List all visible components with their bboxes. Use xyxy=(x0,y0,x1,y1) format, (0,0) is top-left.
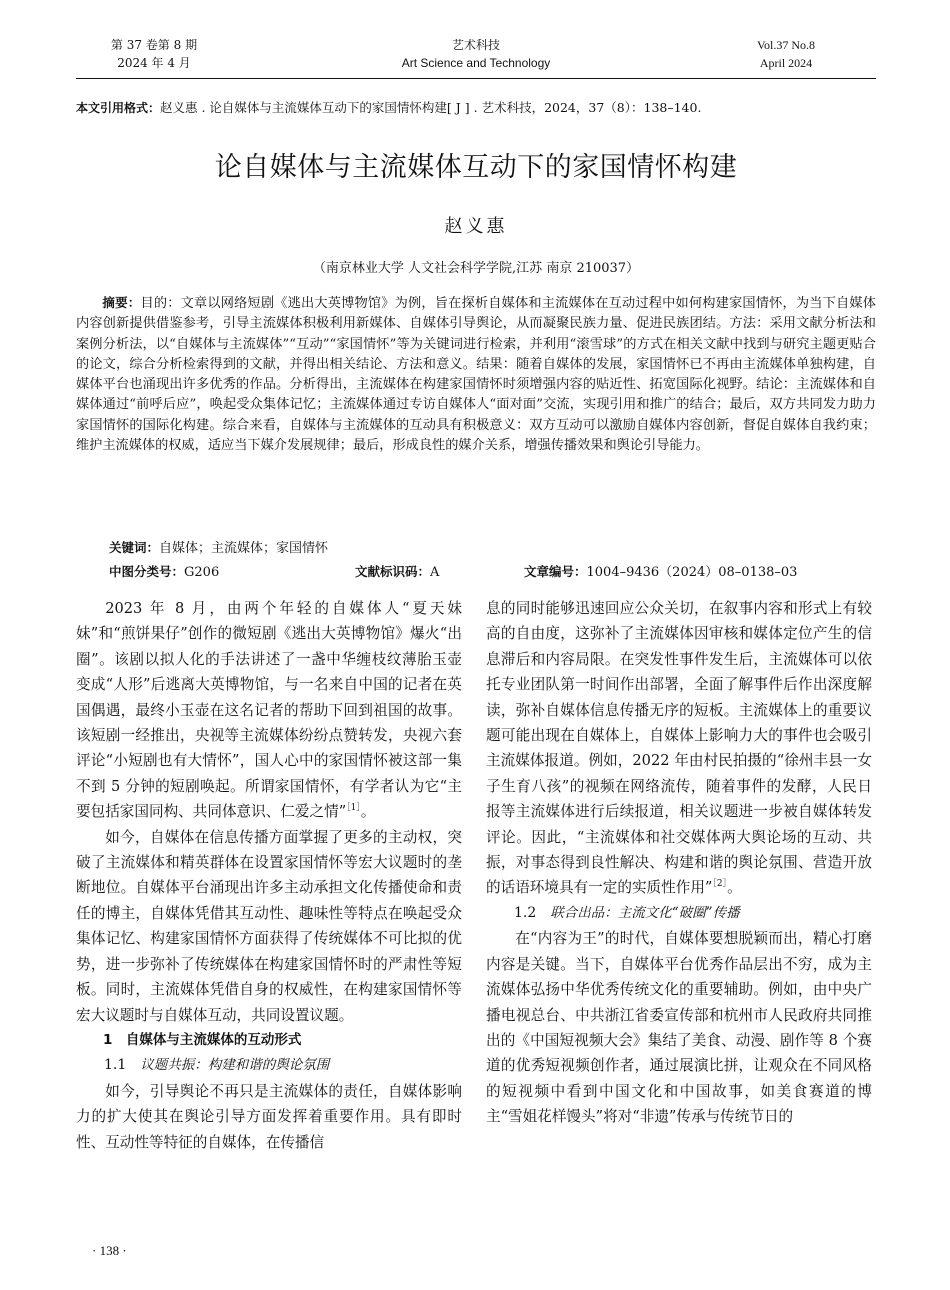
section-heading-1-1 xyxy=(76,1053,462,1078)
heading-number: 1.1 xyxy=(104,1057,141,1074)
citation-format xyxy=(76,99,876,117)
keywords xyxy=(109,538,328,559)
reference-marker: ［1］ xyxy=(346,803,361,814)
article-title: 论自媒体与主流媒体互动下的家国情怀构建 xyxy=(214,152,738,183)
date-en: April 2024 xyxy=(759,56,813,70)
body-paragraph: 如今，自媒体在信息传播方面掌握了更多的主动权，突破了主流媒体和精英群体在设置家国情怀等宏大议题时的垄断地位。自媒体平台涌现出许多主动承担文化传播使命和责任的博主，自媒体凭借其互动性、趣味性等特点在唤起受众集体记忆、构建家国情怀方面获得了传统媒体不可比拟的优势，进一步弥补了传统媒体在构建家国情怀时的严肃性等短板。同时，主流媒体凭借自身的权威性，在构建家国情怀等宏大议题时与自媒体互动，共同设置议题。 xyxy=(76,828,462,1024)
journal-name-en: Art Science and Technology xyxy=(401,56,551,70)
clc-number xyxy=(109,562,219,583)
running-header xyxy=(76,36,876,78)
heading-text: 联合出品：主流文化“破圈”传播 xyxy=(550,904,740,921)
paragraph-end: 。 xyxy=(360,803,376,821)
abstract-label: 摘要： xyxy=(102,295,141,310)
article-number-value: 1004–9436（2024）08–0138–03 xyxy=(586,565,798,580)
heading-number: 1.2 xyxy=(514,904,551,921)
article-number xyxy=(524,562,797,583)
reference-marker: ［2］ xyxy=(712,879,728,890)
paragraph-end: 。 xyxy=(727,879,742,897)
document-code xyxy=(355,562,439,583)
body-column-right xyxy=(486,596,872,1130)
paragraph-text: 2023 年 8 月，由两个年轻的自媒体人“夏天妹妹”和“煎饼果仔”创作的微短剧《逃出大英博物馆》爆火“出圈”。该剧以拟人化的手法讲述了一盏中华缠枝纹薄胎玉壶变成“人形”后逃离大英博物馆，与一名来自中国的记者在英国偶遇，最终小玉壶在这名记者的帮助下回到祖国的故事。该短剧一经推出，央视等主流媒体纷纷点赞转发，央视六套评论“小短剧也有大情怀”，国人心中的家国情怀被这部一集不到 5 分钟的短剧唤起。所谓家国情怀，有学者认为它“主要包括家国同构、共同体意识、仁爱之情” xyxy=(76,600,462,821)
doc-code-value: A xyxy=(430,565,440,580)
abstract-text: 目的：文章以网络短剧《逃出大英博物馆》为例，旨在探析自媒体和主流媒体在互动过程中如何构建家国情怀，为当下自媒体内容创新提供借鉴参考，引导主流媒体积极利用新媒体、自媒体引导舆论，从而凝聚民族力量、促进民族团结。方法：采用文献分析法和案例分析法，以“自媒体与主流媒体”“互动”“家国情怀”等为关键词进行检索，并利用“滚雪球”的方式在相关文献中找到与研究主题更贴合的论文，综合分析检索得到的文献，并得出相关结论、方法和意义。结果：随着自媒体的发展，家国情怀已不再由主流媒体单独构建，自媒体平台也涌现出许多优秀的作品。分析得出，主流媒体在构建家国情怀时须增强内容的贴近性、拓宽国际化视野。结论：主流媒体和自媒体通过“前呼后应”，唤起受众集体记忆；主流媒体通过专访自媒体人“面对面”交流，实现引用和推广的结合；最后，双方共同发力助力家国情怀的国际化构建。综合来看，自媒体与主流媒体的互动具有积极意义：双方互动可以激励自媒体内容创新，督促自媒体自我约束；维护主流媒体的权威，适应当下媒介发展规律；最后，形成良性的媒介关系，增强传播效果和舆论引导能力。 xyxy=(76,296,876,454)
section-heading-1: 1 自媒体与主流媒体的互动形式 xyxy=(103,1031,302,1048)
keywords-text: 自媒体；主流媒体；家国情怀 xyxy=(159,541,329,556)
issue-info-en xyxy=(726,36,846,72)
body-column-left xyxy=(76,596,462,1155)
section-heading-1-2 xyxy=(486,901,872,926)
volume-issue-cn: 第 37 卷第 8 期 xyxy=(110,38,198,52)
article-author: 赵义惠 xyxy=(444,216,508,237)
paragraph-text: 息的同时能够迅速回应公众关切，在叙事内容和形式上有较高的自由度，这弥补了主流媒体因审核和媒体定位产生的信息滞后和内容局限。在突发性事件发生后，主流媒体可以依托专业团队第一时间作出部署，全面了解事件后作出深度解读，弥补自媒体信息传播无序的短板。主流媒体上的重要议题可能出现在自媒体上，自媒体上影响力大的事件也会吸引主流媒体报道。例如，2022 年由村民拍摄的“徐州丰县一女子生育八孩”的视频在网络流传，随着事件的发酵，人民日报等主流媒体进行后续报道，相关议题进一步被自媒体转发评论。因此，“主流媒体和社交媒体两大舆论场的互动、共振，对事态得到良性解决、构建和谐的舆论氛围、营造开放的话语环境具有一定的实质性作用” xyxy=(486,600,872,897)
author-affiliation: （南京林业大学 人文社会科学学院,江苏 南京 210037） xyxy=(312,261,640,276)
body-paragraph: 在“内容为王”的时代，自媒体要想脱颖而出，精心打磨内容是关键。当下，自媒体平台优秀作品层出不穷，成为主流媒体弘扬中华优秀传统文化的重要辅助。例如，由中央广播电视总台、中共浙江省委宣传部和杭州市人民政府共同推出的《中国短视频大会》集结了美食、动漫、剧作等 8 个赛道的优秀短视频创作者，通过展演比拼，让观众在不同风格的短视频中看到中国文化和中国故事，如美食赛道的博主“雪姐花样馒头”将对“非遗”传承与传统节日的 xyxy=(486,930,872,1126)
header-rule xyxy=(76,78,876,79)
doc-code-label: 文献标识码： xyxy=(355,564,431,579)
clc-value: G206 xyxy=(184,565,220,580)
date-cn: 2024 年 4 月 xyxy=(117,56,191,70)
issue-info-cn xyxy=(94,36,214,72)
journal-name xyxy=(356,36,596,72)
clc-label: 中图分类号： xyxy=(109,564,185,579)
heading-text: 议题共振：构建和谐的舆论氛围 xyxy=(140,1057,330,1074)
journal-name-cn: 艺术科技 xyxy=(451,38,500,52)
keywords-label: 关键词： xyxy=(109,540,160,555)
volume-issue-en: Vol.37 No.8 xyxy=(756,38,816,52)
citation-label: 本文引用格式： xyxy=(76,101,161,115)
article-number-label: 文章编号： xyxy=(524,564,587,579)
page-number: · 138 · xyxy=(92,1243,127,1258)
abstract xyxy=(76,293,876,456)
body-paragraph-continued xyxy=(486,596,872,901)
body-paragraph: 如今，引导舆论不再只是主流媒体的责任，自媒体影响力的扩大使其在舆论引导方面发挥着重要作用。具有即时性、互动性等特征的自媒体，在传播信 xyxy=(76,1082,462,1151)
citation-text: 赵义惠 . 论自媒体与主流媒体互动下的家国情怀构建[ J ] . 艺术科技，2024，37（8）：138–140. xyxy=(160,100,702,115)
body-paragraph xyxy=(76,596,462,825)
